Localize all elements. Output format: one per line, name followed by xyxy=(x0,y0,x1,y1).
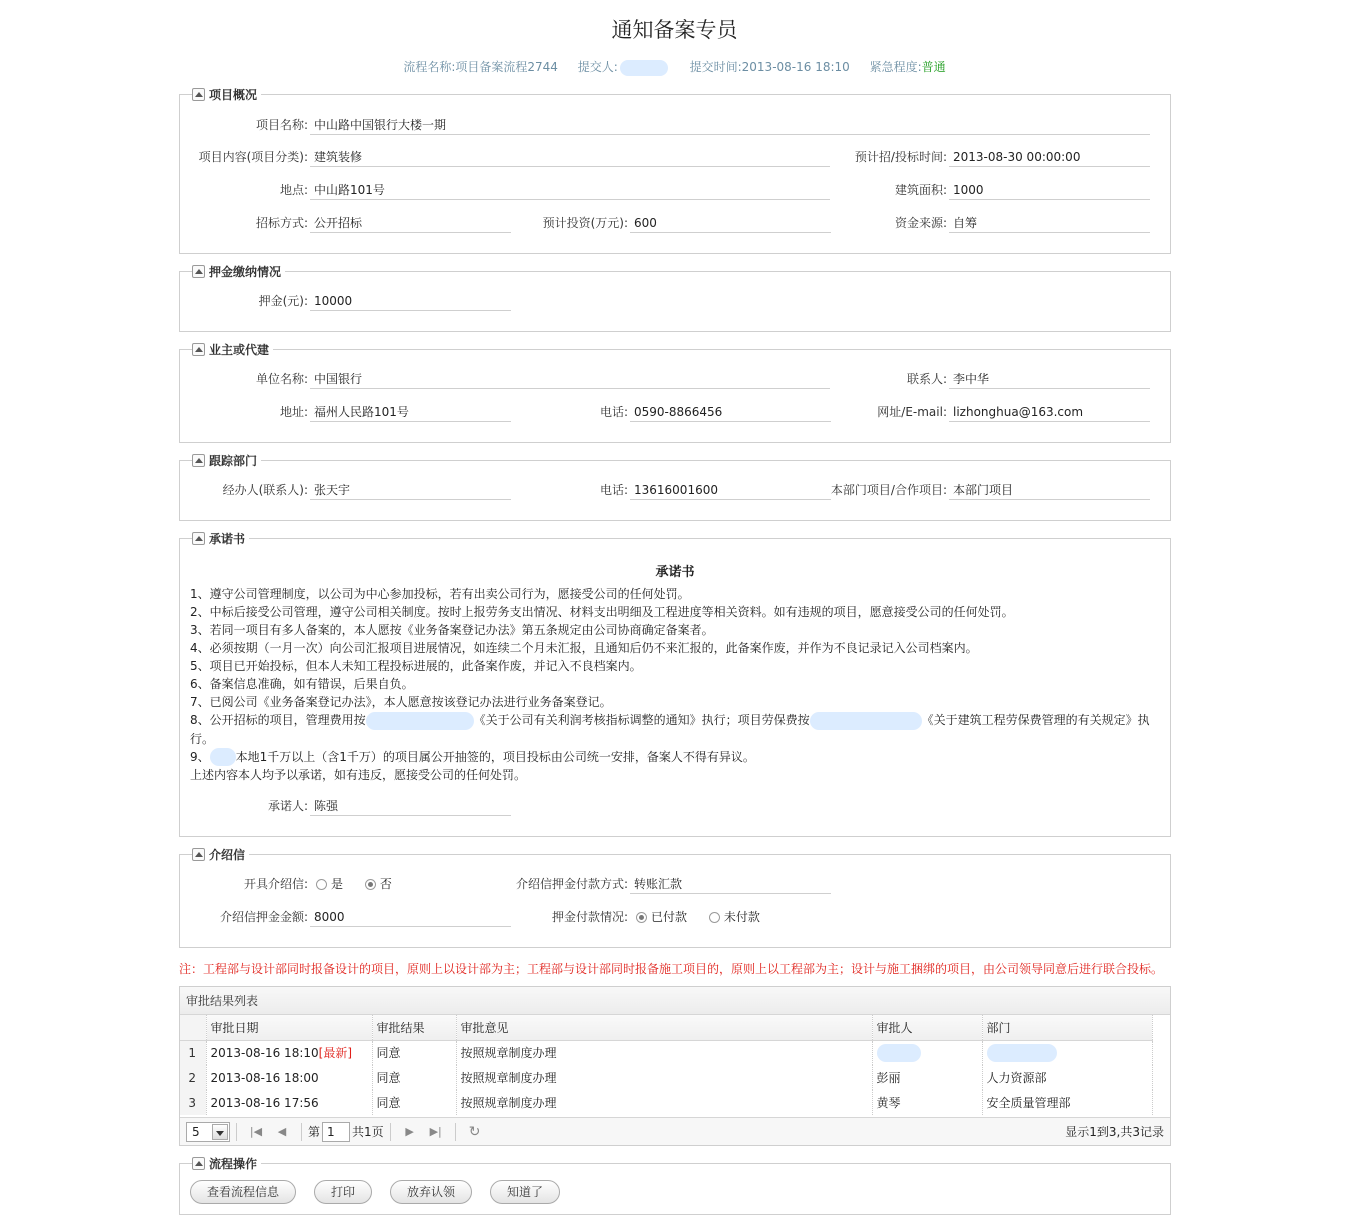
tracking-phone-field: 电话: 13616001600 xyxy=(630,480,831,500)
tracking-legend[interactable]: 跟踪部门 xyxy=(192,452,261,469)
collapse-icon[interactable] xyxy=(192,454,205,467)
tender-method-field: 招标方式: 公开招标 xyxy=(310,213,511,233)
collapse-icon[interactable] xyxy=(192,532,205,545)
owner-web-field: 网址/E-mail: lizhonghua@163.com xyxy=(949,402,1150,422)
section-intro-letter xyxy=(179,848,1171,948)
row-number-header xyxy=(180,1015,206,1040)
project-content-field: 项目内容(项目分类): 建筑装修 xyxy=(310,147,830,167)
page-prefix: 第 xyxy=(308,1125,321,1139)
commitment-line: 8、公开招标的项目，管理费用按 《关于公司有关利润考核指标调整的通知》执行；项目劳保费按 《关于建筑工程劳保费管理的有关规定》执 xyxy=(190,711,1155,730)
fund-source-field: 资金来源: 自筹 xyxy=(949,213,1150,233)
page-number-input[interactable]: 1 xyxy=(322,1122,350,1142)
commitment-body xyxy=(190,585,1155,784)
urgency: 紧急程度:普通 xyxy=(869,60,946,74)
deposit-amount-field: 押金(元): 10000 xyxy=(310,291,511,311)
flow-name: 流程名称:项目备案流程2744 xyxy=(403,60,558,74)
submit-time: 提交时间:2013-08-16 18:10 xyxy=(689,60,850,74)
table-header-row xyxy=(180,1015,1152,1040)
issue-letter-field: 开具介绍信: 是 否 xyxy=(243,877,392,891)
column-header[interactable]: 审批结果 xyxy=(372,1015,456,1040)
owner-unit-field: 单位名称: 中国银行 xyxy=(310,369,830,389)
abandon-claim-button[interactable]: 放弃认领 xyxy=(390,1180,472,1204)
page-total: 共1页 xyxy=(352,1125,384,1139)
owner-contact-field: 联系人: 李中华 xyxy=(949,369,1150,389)
section-actions xyxy=(179,1157,1171,1215)
redacted-approver xyxy=(877,1044,921,1062)
commitment-line: 9、 本地1千万以上（含1千万）的项目属公开抽签的，项目投标由公司统一安排，备案人不得有异议。 xyxy=(190,748,1155,767)
issue-yes-radio[interactable] xyxy=(316,879,327,890)
redacted-text xyxy=(810,712,922,730)
flow-meta xyxy=(0,58,1349,76)
pay-status-field: 押金付款情况: 已付款 未付款 xyxy=(551,910,760,924)
redacted-dept xyxy=(987,1044,1057,1062)
redacted-text xyxy=(210,748,236,766)
collapse-icon[interactable] xyxy=(192,88,205,101)
approval-table xyxy=(180,1015,1153,1115)
section-owner xyxy=(179,343,1171,443)
owner-phone-field: 电话: 0590-8866456 xyxy=(630,402,831,422)
table-row[interactable]: 1 2013-08-16 18:10[最新] 同意 按照规章制度办理 xyxy=(180,1040,1152,1065)
commitment-line: 5、项目已开始投标，但本人未知工程投标进展的，此备案作废，并记入不良档案内。 xyxy=(190,659,642,673)
column-header[interactable]: 审批意见 xyxy=(456,1015,872,1040)
commitment-line: 6、备案信息准确，如有错误，后果自负。 xyxy=(190,677,414,691)
table-row[interactable]: 2 2013-08-16 18:00 同意 按照规章制度办理 彭丽 人力资源部 xyxy=(180,1065,1152,1090)
commitment-line: 行。 xyxy=(190,731,215,746)
handler-field: 经办人(联系人): 张天宇 xyxy=(310,480,511,500)
paid-radio[interactable] xyxy=(636,912,647,923)
collapse-icon[interactable] xyxy=(192,1157,205,1170)
collapse-icon[interactable] xyxy=(192,343,205,356)
commitment-heading: 承诺书 xyxy=(655,565,695,580)
section-tracking xyxy=(179,454,1171,521)
page-title: 通知备案专员 xyxy=(611,18,738,42)
collapse-icon[interactable] xyxy=(192,848,205,861)
commitment-line: 7、已阅公司《业务备案登记办法》，本人愿意按该登记办法进行业务备案登记。 xyxy=(190,695,612,709)
intro-amount-field: 介绍信押金金额: 8000 xyxy=(310,907,511,927)
first-page-icon[interactable]: |◀ xyxy=(249,1124,263,1138)
latest-tag: [最新] xyxy=(318,1046,353,1061)
issue-no-radio[interactable] xyxy=(365,879,376,890)
commitment-line: 4、必须按期（一月一次）向公司汇报项目进展情况，如连续二个月未汇报，且通知后仍不来汇报的，此备案作废，并作为不良记录记入公司档案内。 xyxy=(190,641,978,655)
intro-legend[interactable]: 介绍信 xyxy=(192,846,249,863)
section-deposit xyxy=(179,265,1171,332)
collapse-icon[interactable] xyxy=(192,265,205,278)
unpaid-radio[interactable] xyxy=(709,912,720,923)
area-field: 建筑面积: 1000 xyxy=(949,180,1150,200)
approval-grid-title: 审批结果列表 xyxy=(180,987,1170,1015)
project-type-field: 本部门项目/合作项目: 本部门项目 xyxy=(949,480,1150,500)
deposit-legend[interactable]: 押金缴纳情况 xyxy=(192,263,285,280)
pagination-bar xyxy=(180,1117,1170,1145)
commitment-line: 3、若同一项目有多人备案的，本人愿按《业务备案登记办法》第五条规定由公司协商确定备案者。 xyxy=(190,623,714,637)
bid-time-field: 预计招/投标时间: 2013-08-30 00:00:00 xyxy=(949,147,1150,167)
acknowledge-button[interactable]: 知道了 xyxy=(490,1180,560,1204)
view-flow-button[interactable]: 查看流程信息 xyxy=(190,1180,296,1204)
table-row[interactable]: 3 2013-08-16 17:56 同意 按照规章制度办理 黄琴 安全质量管理部 xyxy=(180,1090,1152,1115)
redacted-submitter xyxy=(620,60,668,76)
project-name-field: 项目名称: 中山路中国银行大楼一期 xyxy=(310,115,1150,135)
pay-method-field: 介绍信押金付款方式: 转账汇款 xyxy=(630,874,831,894)
chevron-down-icon xyxy=(212,1124,228,1140)
owner-address-field: 地址: 福州人民路101号 xyxy=(310,402,511,422)
location-field: 地点: 中山路101号 xyxy=(310,180,830,200)
next-page-icon[interactable]: ▶ xyxy=(405,1124,414,1138)
prev-page-icon[interactable]: ◀ xyxy=(277,1124,287,1138)
notice-text: 注：工程部与设计部同时报备设计的项目，原则上以设计部为主；工程部与设计部同时报备施工项目的，原则上以工程部为主；设计与施工捆绑的项目，由公司领导同意后进行联合投标。 xyxy=(179,962,1164,976)
submitter: 提交人: xyxy=(578,60,670,74)
owner-legend[interactable]: 业主或代建 xyxy=(192,341,273,358)
record-info: 显示1到3,共3记录 xyxy=(1065,1125,1164,1139)
commitment-closing: 上述内容本人均予以承诺，如有违反，愿接受公司的任何处罚。 xyxy=(190,768,527,782)
commitment-line: 2、中标后接受公司管理，遵守公司相关制度。按时上报劳务支出情况、材料支出明细及工程进度等相关资料。如有违规的项目，愿意接受公司的任何处罚。 xyxy=(190,605,1014,619)
page-size-select[interactable]: 5 xyxy=(186,1122,230,1142)
overview-legend[interactable]: 项目概况 xyxy=(192,86,261,103)
approval-grid xyxy=(179,986,1171,1146)
column-header[interactable]: 部门 xyxy=(982,1015,1152,1040)
commitment-legend[interactable]: 承诺书 xyxy=(192,530,249,547)
promiser-field: 承诺人: 陈强 xyxy=(310,796,511,816)
print-button[interactable]: 打印 xyxy=(314,1180,372,1204)
section-overview xyxy=(179,88,1171,254)
refresh-icon[interactable]: ↻ xyxy=(468,1123,481,1140)
commitment-line: 1、遵守公司管理制度，以公司为中心参加投标，若有出卖公司行为，愿接受公司的任何处罚。 xyxy=(190,587,690,601)
column-header[interactable]: 审批日期 xyxy=(206,1015,372,1040)
column-header[interactable]: 审批人 xyxy=(872,1015,982,1040)
redacted-text xyxy=(366,712,474,730)
investment-field: 预计投资(万元): 600 xyxy=(630,213,831,233)
actions-legend[interactable]: 流程操作 xyxy=(192,1155,261,1172)
section-commitment xyxy=(179,532,1171,837)
last-page-icon[interactable]: ▶| xyxy=(429,1124,442,1138)
